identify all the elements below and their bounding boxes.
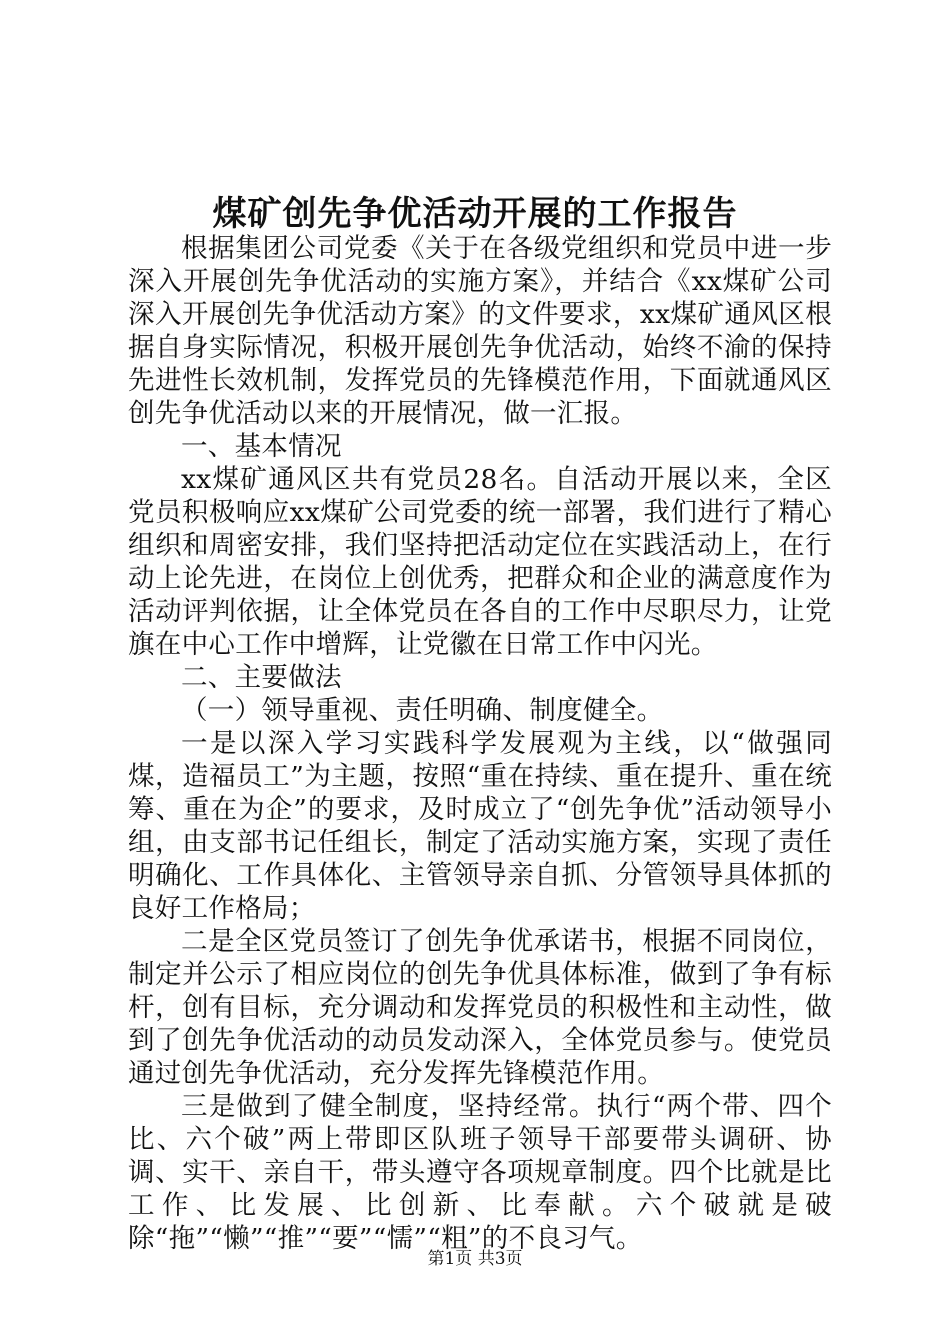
paragraph-point-one: 一是以深入学习实践科学发展观为主线，以“做强同煤，造福员工”为主题，按照“重在持续、重在提升、重在统筹、重在为企”的要求，及时成立了“创先争优”活动领导小组，由支部书记任组长，制定了活动实施方案，实现了责任明确化、工作具体化、主管领导亲自抓、分管领导具体抓的良好工作格局； xyxy=(128,728,832,924)
document-body xyxy=(128,232,832,1255)
paragraph-point-three: 三是做到了健全制度，坚持经常。执行“两个带、四个比、六个破”两上带即区队班子领导干部要带头调研、协调、实干、亲自干，带头遵守各项规章制度。四个比就是比工作、比发展、比创新、比奉献。六个破就是破除“拖”“懒”“推”“要”“懦”“粗”的不良习气。 xyxy=(128,1091,832,1254)
document-title: 煤矿创先争优活动开展的工作报告 xyxy=(212,194,738,234)
heading-main-practices: 二、主要做法 xyxy=(181,662,342,693)
page-number-footer: 第1页 共3页 xyxy=(427,1249,523,1269)
paragraph-point-two: 二是全区党员签订了创先争优承诺书，根据不同岗位，制定并公示了相应岗位的创先争优具体标准，做到了争有标杆，创有目标，充分调动和发挥党员的积极性和主动性，做到了创先争优活动的动员发动深入，全体党员参与。使党员通过创先争优活动，充分发挥先锋模范作用。 xyxy=(128,926,832,1089)
subheading-leadership: （一）领导重视、责任明确、制度健全。 xyxy=(181,695,664,726)
paragraph-intro: 根据集团公司党委《关于在各级党组织和党员中进一步深入开展创先争优活动的实施方案》，并结合《xx煤矿公司深入开展创先争优活动方案》的文件要求，xx煤矿通风区根据自身实际情况，积极开展创先争优活动，始终不渝的保持先进性长效机制，发挥党员的先锋模范作用，下面就通风区创先争优活动以来的开展情况，做一汇报。 xyxy=(128,233,832,429)
paragraph-basic-situation: xx煤矿通风区共有党员28名。自活动开展以来，全区党员积极响应xx煤矿公司党委的统一部署，我们进行了精心组织和周密安排，我们坚持把活动定位在实践活动上，在行动上论先进，在岗位上创优秀，把群众和企业的满意度作为活动评判依据，让全体党员在各自的工作中尽职尽力，让党旗在中心工作中增辉，让党徽在日常工作中闪光。 xyxy=(128,464,832,660)
heading-basic-situation: 一、基本情况 xyxy=(181,431,342,462)
